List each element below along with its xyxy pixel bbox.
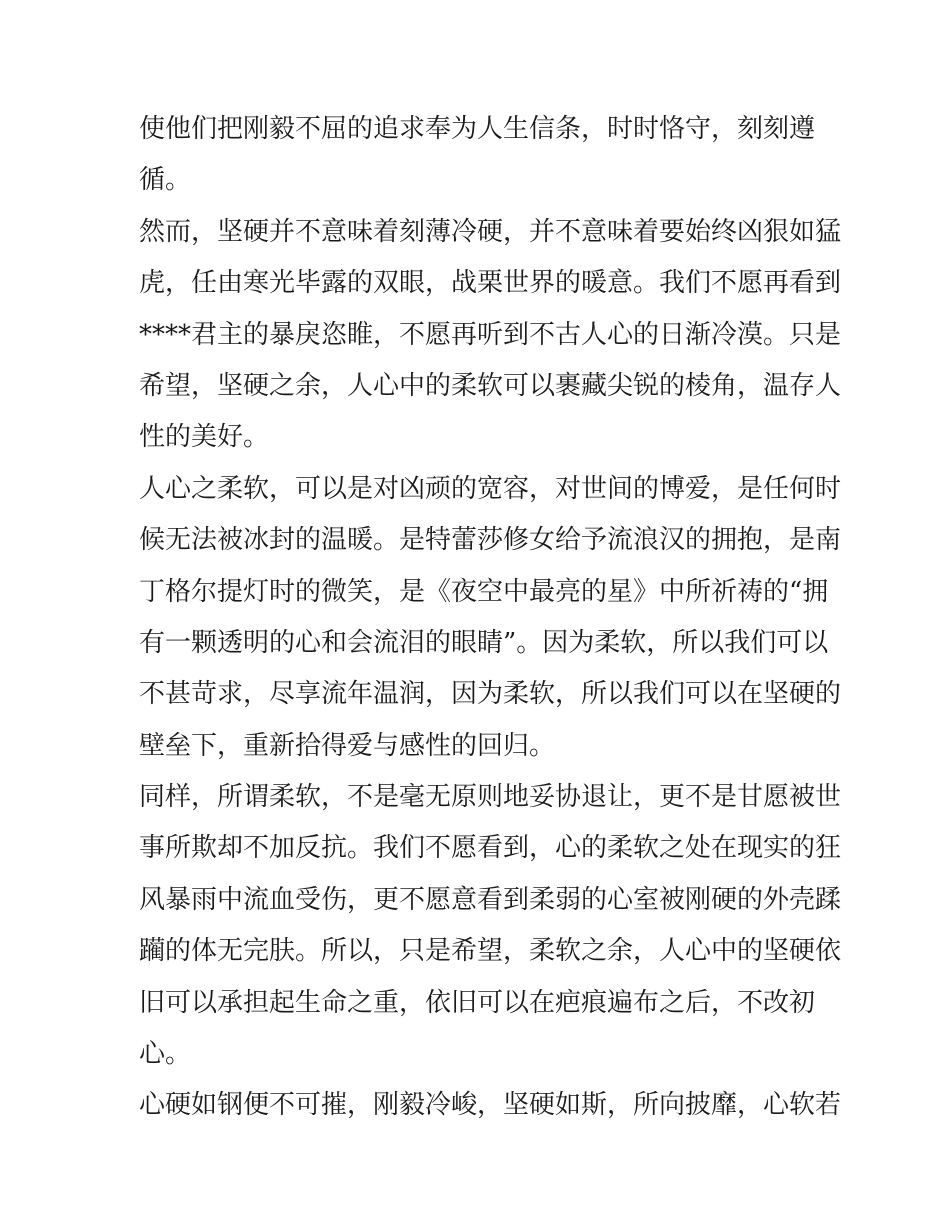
text-line: 候无法被冰封的温暖。是特蕾莎修女给予流浪汉的拥抱，是南: [139, 525, 842, 556]
essay-text: [139, 104, 842, 1132]
text-line: 不甚苛求，尽享流年温润，因为柔软，所以我们可以在坚硬的: [139, 679, 842, 710]
text-line: 性的美好。: [139, 422, 270, 453]
text-line: 旧可以承担起生命之重，依旧可以在疤痕遍布之后，不改初: [139, 987, 816, 1018]
text-line: 有一颗透明的心和会流泪的眼睛”。因为柔软，所以我们可以: [139, 627, 829, 658]
text-line: 虎，任由寒光毕露的双眼，战栗世界的暖意。我们不愿再看到: [139, 268, 842, 299]
text-line: 丁格尔提灯时的微笑，是《夜空中最亮的星》中所祈祷的“拥: [139, 576, 829, 607]
text-line: 然而，坚硬并不意味着刻薄冷硬，并不意味着要始终凶狠如猛: [139, 216, 842, 247]
text-line: 心硬如钢便不可摧，刚毅冷峻，坚硬如斯，所向披靡，心软若: [139, 1090, 842, 1121]
text-line: 同样，所谓柔软，不是毫无原则地妥协退让，更不是甘愿被世: [139, 782, 842, 813]
text-line: 壁垒下，重新拾得爱与感性的回归。: [139, 730, 556, 761]
text-line: ****君主的暴戾恣睢，不愿再听到不古人心的日渐冷漠。只是: [139, 319, 842, 350]
text-line: 人心之柔软，可以是对凶顽的宽容，对世间的博爱，是任何时: [139, 473, 842, 504]
text-line: 心。: [139, 1039, 192, 1070]
text-line: 希望，坚硬之余，人心中的柔软可以裹藏尖锐的棱角，温存人: [139, 370, 842, 401]
text-line: 风暴雨中流血受伤，更不愿意看到柔弱的心室被刚硬的外壳蹂: [139, 884, 842, 915]
text-line: 躏的体无完肤。所以，只是希望，柔软之余，人心中的坚硬依: [139, 936, 842, 967]
text-line: 事所欺却不加反抗。我们不愿看到，心的柔软之处在现实的狂: [139, 833, 842, 864]
text-line: 循。: [139, 165, 192, 196]
text-line: 使他们把刚毅不屈的追求奉为人生信条，时时恪守，刻刻遵: [139, 114, 816, 144]
